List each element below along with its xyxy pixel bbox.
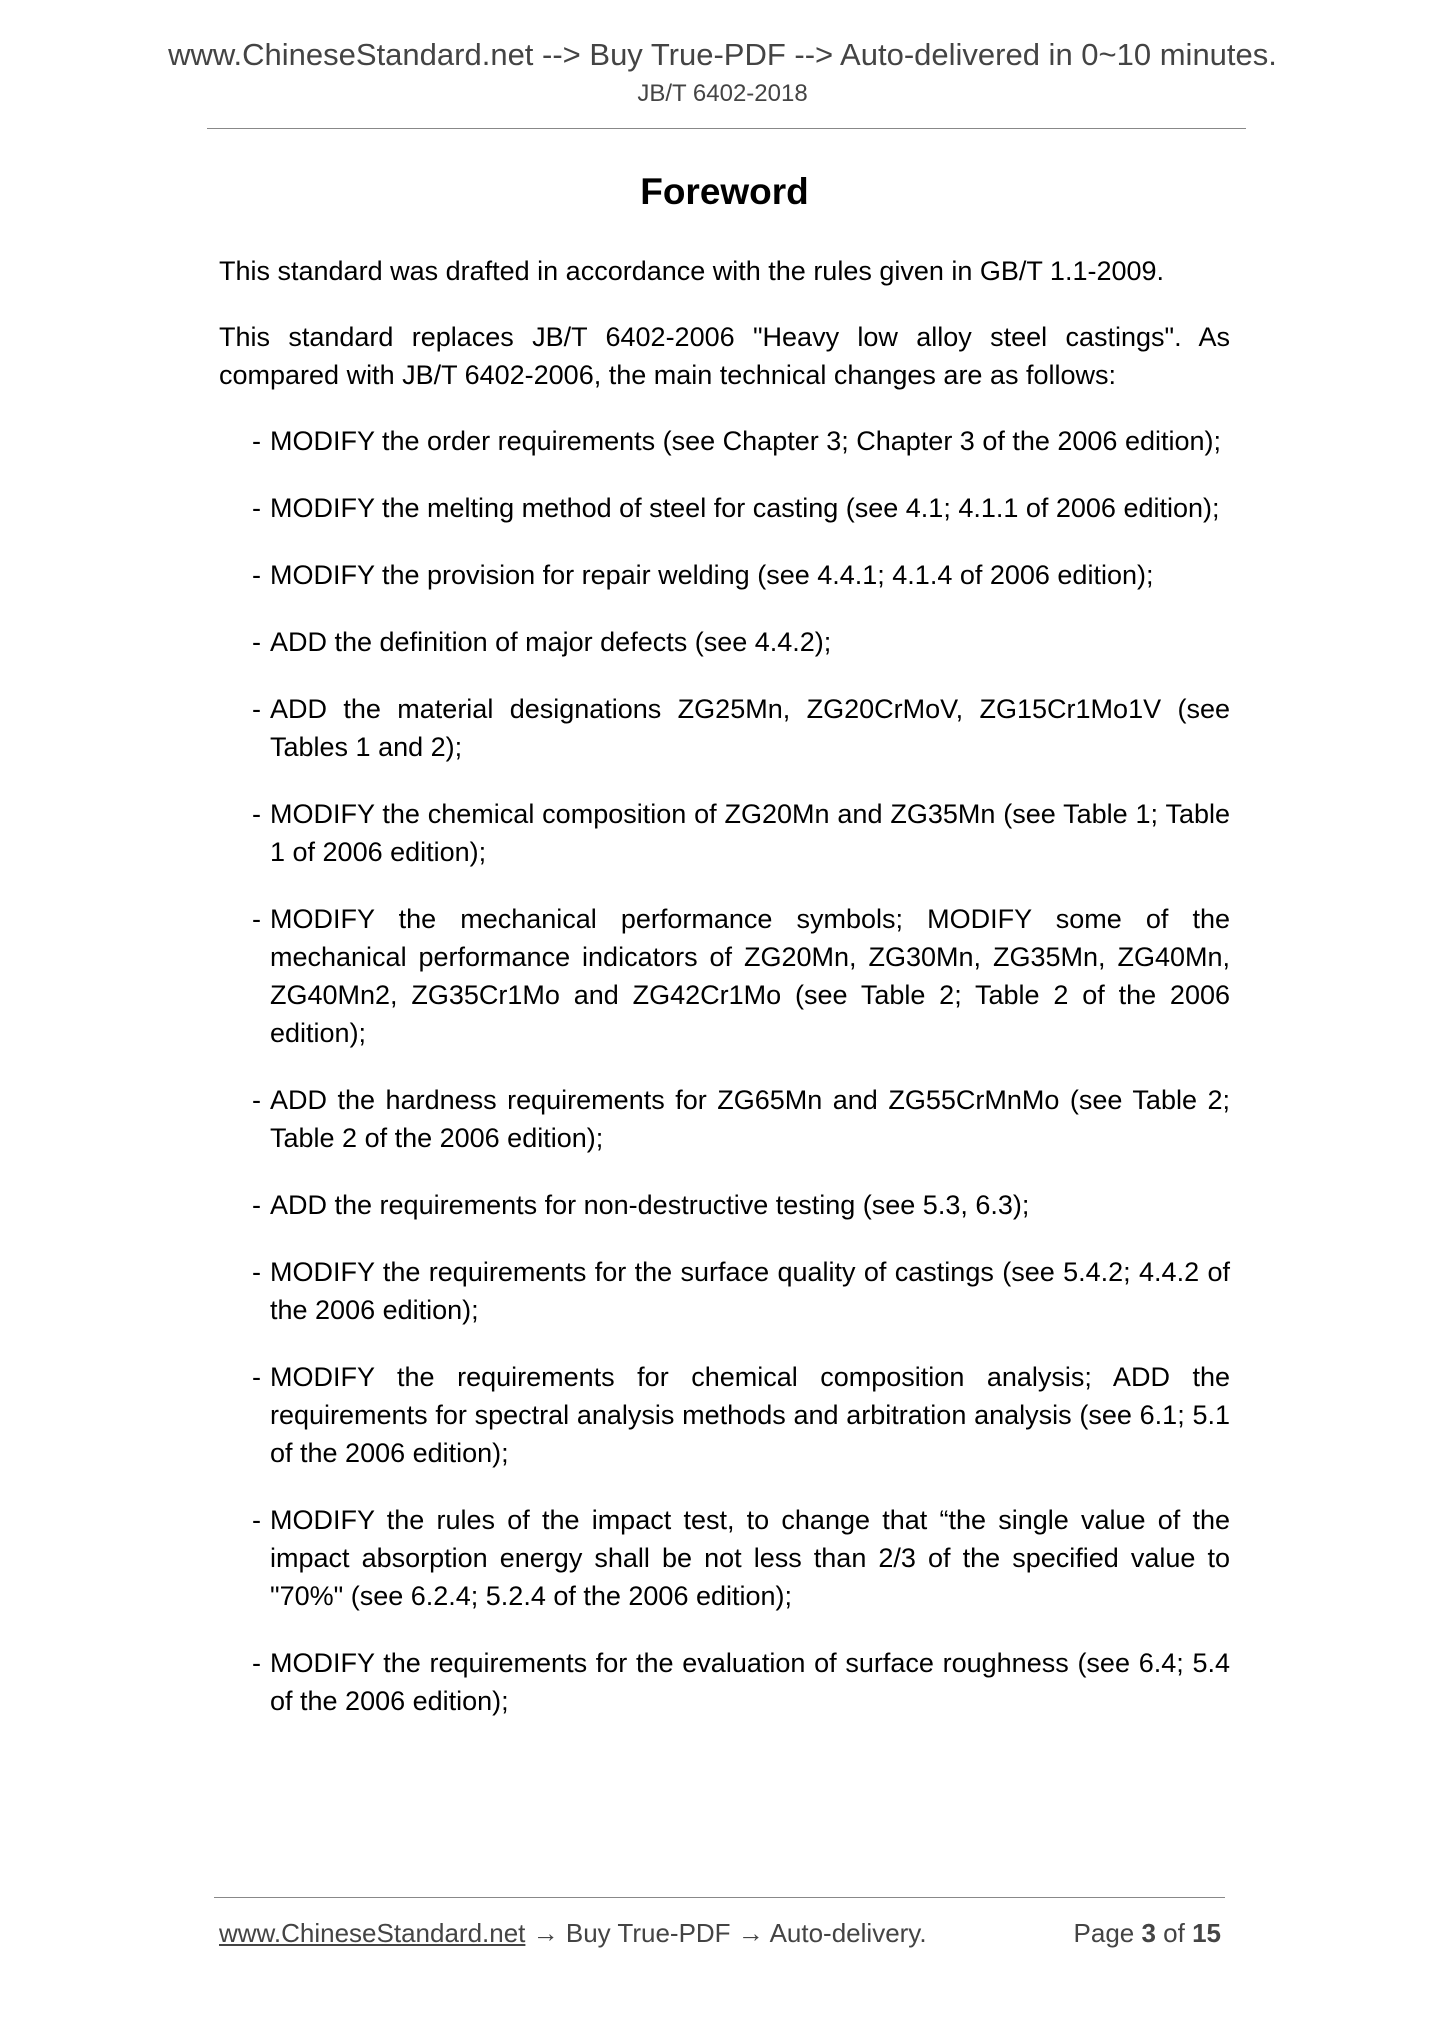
paragraph-replacement-note: This standard replaces JB/T 6402-2006 "Heavy low alloy steel castings". As compared with JB/T 6402-2006, the main technical changes are as follows: — [219, 322, 1230, 391]
list-item: - MODIFY the requirements for the surface quality of castings (see 5.4.2; 4.4.2 of the 2006 edition); — [252, 1253, 1230, 1329]
list-item: - ADD the definition of major defects (see 4.4.2); — [252, 623, 1230, 661]
list-item: - MODIFY the requirements for chemical composition analysis; ADD the requirements for spectral analysis methods and arbitration analysis (see 6.1; 5.1 of the 2006 edition); — [252, 1358, 1230, 1472]
list-item: - MODIFY the rules of the impact test, to change that “the single value of the impact absorption energy shall be not less than 2/3 of the specified value to "70%" (see 6.2.4; 5.2.4 of the 2006 edition); — [252, 1501, 1230, 1615]
page-current: 3 — [1141, 1918, 1156, 1948]
page-number — [1074, 1918, 1221, 1949]
list-item: - MODIFY the requirements for the evaluation of surface roughness (see 6.4; 5.4 of the 2006 edition); — [252, 1644, 1230, 1720]
header-divider — [207, 128, 1246, 129]
list-item: - ADD the material designations ZG25Mn, ZG20CrMoV, ZG15Cr1Mo1V (see Tables 1 and 2); — [252, 690, 1230, 766]
footer-divider — [214, 1897, 1225, 1898]
list-item: - MODIFY the mechanical performance symbols; MODIFY some of the mechanical performance indicators of ZG20Mn, ZG30Mn, ZG35Mn, ZG40Mn, ZG40Mn2, ZG35Cr1Mo and ZG42Cr1Mo (see Table 2; Table 2 of the 2006 edition); — [252, 900, 1230, 1052]
page-title: Foreword — [640, 171, 809, 212]
list-item: - MODIFY the chemical composition of ZG20Mn and ZG35Mn (see Table 1; Table 1 of 2006 edition); — [252, 795, 1230, 871]
footer-tagline: → Buy True-PDF → Auto-delivery. — [525, 1918, 927, 1948]
header-banner: www.ChineseStandard.net --> Buy True-PDF --> Auto-delivered in 0~10 minutes. — [168, 37, 1277, 72]
footer-promo — [219, 1918, 927, 1949]
list-item: - MODIFY the melting method of steel for casting (see 4.1; 4.1.1 of 2006 edition); — [252, 489, 1230, 527]
footer-website-link[interactable]: www.ChineseStandard.net — [219, 1918, 526, 1948]
technical-changes-list — [219, 422, 1230, 1720]
list-item: - MODIFY the order requirements (see Chapter 3; Chapter 3 of the 2006 edition); — [252, 422, 1230, 460]
paragraph-drafting-rules: This standard was drafted in accordance with the rules given in GB/T 1.1-2009. — [219, 256, 1165, 287]
page-of-label: of — [1155, 1918, 1193, 1948]
document-id: JB/T 6402-2018 — [637, 80, 808, 107]
list-item: - ADD the hardness requirements for ZG65Mn and ZG55CrMnMo (see Table 2; Table 2 of the 2006 edition); — [252, 1081, 1230, 1157]
list-item: - ADD the requirements for non-destructive testing (see 5.3, 6.3); — [252, 1186, 1230, 1224]
list-item: - MODIFY the provision for repair welding (see 4.4.1; 4.1.4 of 2006 edition); — [252, 556, 1230, 594]
page-content — [219, 170, 1230, 1749]
page-label: Page — [1073, 1918, 1142, 1948]
page-total: 15 — [1192, 1918, 1221, 1948]
